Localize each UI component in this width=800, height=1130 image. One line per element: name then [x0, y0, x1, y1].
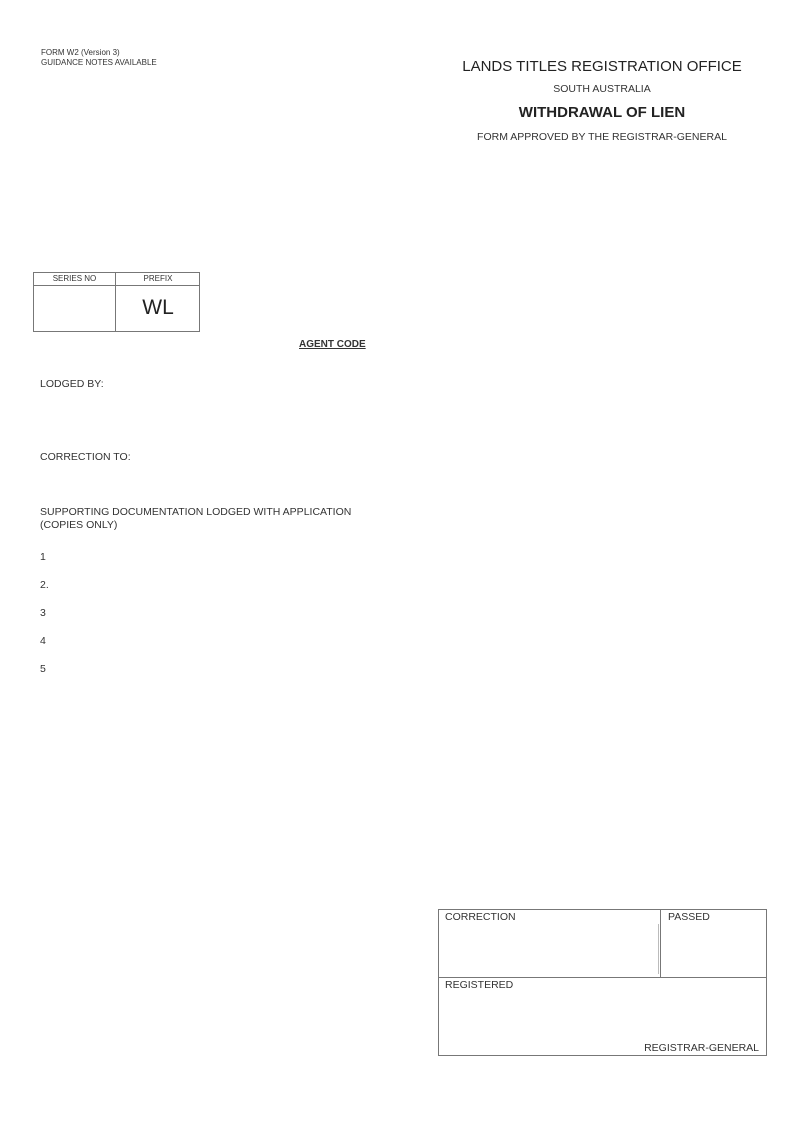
form-identifier [41, 48, 157, 68]
series-box-header-rule [34, 285, 199, 286]
state-label: SOUTH AUSTRALIA [553, 83, 651, 95]
supporting-docs-list [40, 551, 49, 691]
prefix-label: PREFIX [143, 274, 173, 283]
series-no-label: SERIES NO [52, 274, 97, 283]
supporting-docs-heading [40, 506, 351, 532]
list-item: 3 [40, 607, 46, 619]
lodged-by-label: LODGED BY: [40, 378, 104, 390]
office-title: LANDS TITLES REGISTRATION OFFICE [462, 58, 742, 75]
supporting-docs-line1: SUPPORTING DOCUMENTATION LODGED WITH APPLICATION [40, 506, 352, 518]
registrar-general-label: REGISTRAR-GENERAL [644, 1042, 759, 1054]
office-box-rule [439, 977, 766, 978]
agent-code-label: AGENT CODE [299, 339, 366, 350]
series-prefix-box [33, 272, 200, 332]
form-version: FORM W2 (Version 3) [41, 48, 120, 57]
list-item: 4 [40, 635, 46, 647]
prefix-value: WL [142, 296, 174, 319]
office-use-box [438, 909, 767, 1056]
registered-cell-label: REGISTERED [445, 979, 514, 991]
approval-note: FORM APPROVED BY THE REGISTRAR-GENERAL [477, 131, 727, 143]
list-item: 5 [40, 663, 46, 675]
guidance-notes-label: GUIDANCE NOTES AVAILABLE [41, 58, 157, 67]
list-item: 1 [40, 551, 46, 563]
list-item: 2. [40, 579, 49, 591]
correction-cell-label: CORRECTION [445, 911, 516, 923]
office-box-divider [660, 910, 661, 977]
correction-to-label: CORRECTION TO: [40, 451, 131, 463]
form-title: WITHDRAWAL OF LIEN [518, 104, 686, 121]
office-box-inner-rule [658, 924, 659, 974]
passed-cell-label: PASSED [668, 911, 710, 923]
supporting-docs-line2: (COPIES ONLY) [40, 519, 118, 531]
